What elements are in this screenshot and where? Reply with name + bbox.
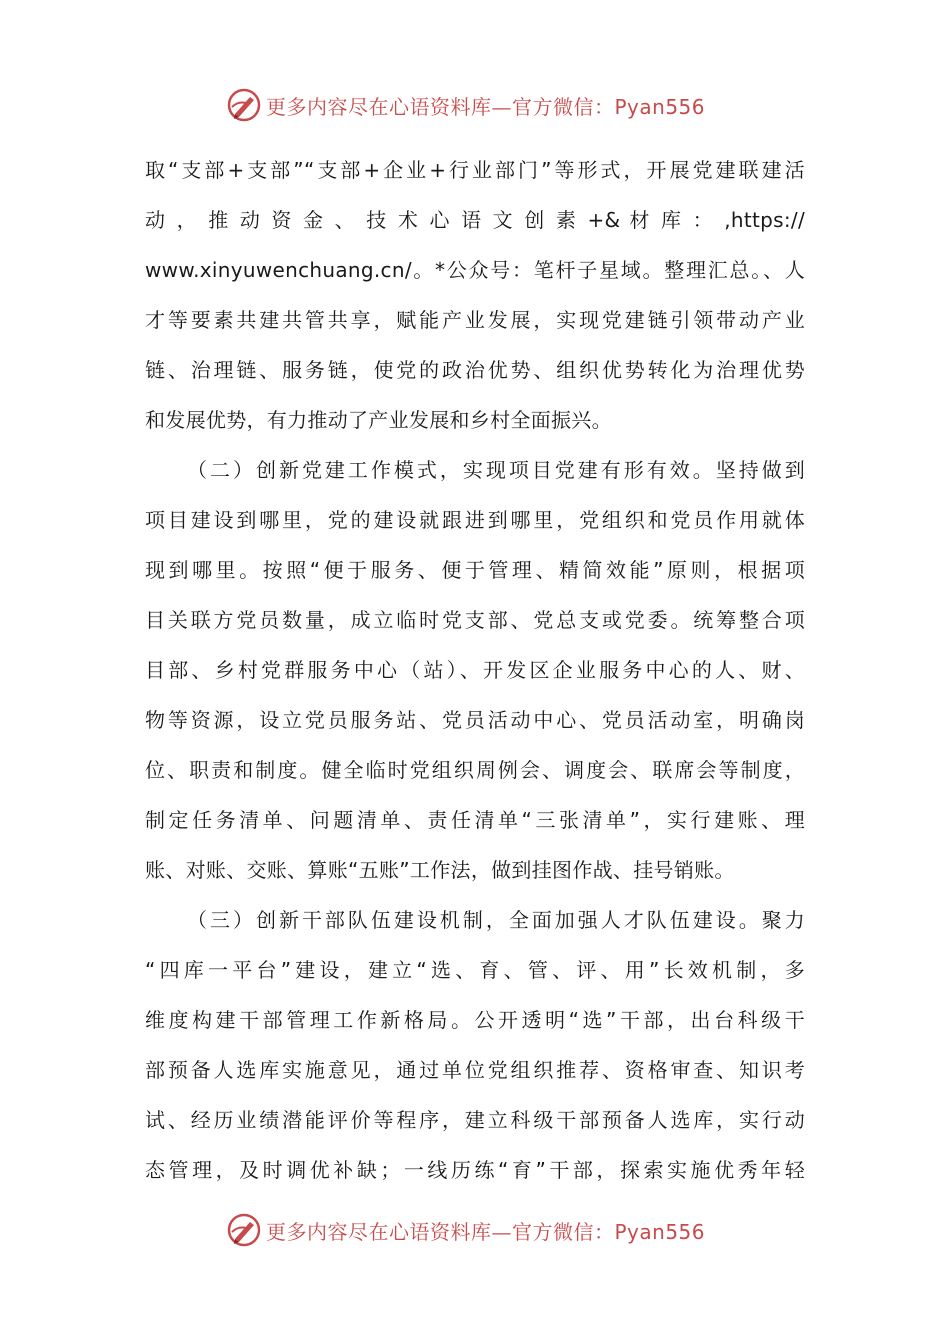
text-line: 维度构建干部管理工作新格局。公开透明“选”干部，出台科级干 [145,1008,805,1032]
header-banner [226,85,746,125]
text-line: （三）创新干部队伍建设机制，全面加强人才队伍建设。聚力 [187,908,805,932]
text-line: 和发展优势，有力推动了产业发展和乡村全面振兴。 [145,408,612,432]
banner-wechat-handle: Pyan556 [614,1219,706,1244]
text-line: 项目建设到哪里，党的建设就跟进到哪里，党组织和党员作用就体 [145,508,805,532]
text-line: 目部、乡村党群服务中心（站）、开发区企业服务中心的人、财、 [145,658,805,682]
banner-text [266,1216,705,1245]
text-line: “四库一平台”建设，建立“选、育、管、评、用”长效机制，多 [145,958,805,982]
banner-text [266,91,705,120]
text-line: www.xinyuwenchuang.cn/。*公众号：笔杆子星域。整理汇总。、人 [145,258,805,282]
text-line: 现到哪里。按照“便于服务、便于管理、精简效能”原则，根据项 [145,558,805,582]
text-line: 才等要素共建共管共享，赋能产业发展，实现党建链引领带动产业 [145,308,805,332]
paragraph-2 [145,445,805,895]
banner-promo-text: 更多内容尽在心语资料库—官方微信： [266,1219,615,1244]
text-line: 链、治理链、服务链，使党的政治优势、组织优势转化为治理优势 [145,358,805,382]
footer-banner [226,1210,746,1250]
document-body [145,145,805,1195]
banner-promo-text: 更多内容尽在心语资料库—官方微信： [266,94,615,119]
text-line: 取“支部+支部”“支部+企业+行业部门”等形式，开展党建联建活 [145,158,805,182]
text-line: 位、职责和制度。健全临时党组织周例会、调度会、联席会等制度， [145,758,805,782]
text-line: 物等资源，设立党员服务站、党员活动中心、党员活动室，明确岗 [145,708,805,732]
banner-wechat-handle: Pyan556 [614,94,706,119]
paragraph-1 [145,145,805,445]
text-line: 目关联方党员数量，成立临时党支部、党总支或党委。统筹整合项 [145,608,805,632]
text-line: 试、经历业绩潜能评价等程序，建立科级干部预备人选库，实行动 [145,1108,805,1132]
pen-logo-icon [226,1212,262,1248]
pen-logo-icon [226,87,262,123]
text-line: （二）创新党建工作模式，实现项目党建有形有效。坚持做到 [187,458,805,482]
text-line: 部预备人选库实施意见，通过单位党组织推荐、资格审查、知识考 [145,1058,805,1082]
text-line: 态管理，及时调优补缺；一线历练“育”干部，探索实施优秀年轻 [145,1158,805,1182]
text-line: 制定任务清单、问题清单、责任清单“三张清单”，实行建账、理 [145,808,805,832]
paragraph-3 [145,895,805,1195]
text-line: 账、对账、交账、算账“五账”工作法，做到挂图作战、挂号销账。 [145,858,735,882]
text-line: 动 ， 推 动 资 金 、 技 术 心 语 文 创 素 +& 材 库 ： ,https:// [145,208,805,232]
